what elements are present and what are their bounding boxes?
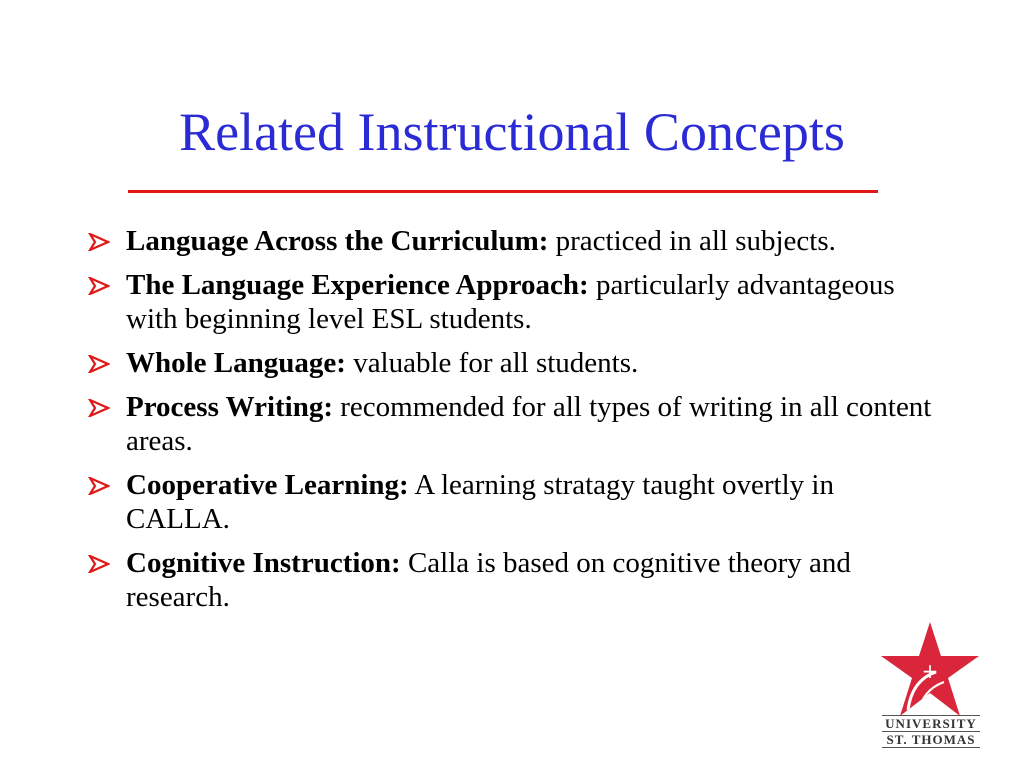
list-item	[88, 468, 938, 536]
arrow-chevron-icon	[88, 233, 110, 251]
arrow-chevron-icon	[88, 355, 110, 373]
arrow-chevron-icon	[88, 477, 110, 495]
title-underline	[128, 190, 878, 193]
logo-divider	[882, 747, 980, 748]
list-item	[88, 390, 938, 458]
list-item	[88, 346, 938, 380]
bullet-text: recommended for all types of writing in all content areas.	[126, 391, 932, 457]
arrow-chevron-icon	[88, 277, 110, 295]
bullet-term: Language Across the Curriculum:	[126, 225, 549, 257]
bullet-term: Cognitive Instruction:	[126, 547, 401, 579]
svg-text:+: +	[921, 659, 939, 683]
list-item	[88, 268, 938, 336]
logo-text-university: UNIVERSITY	[885, 716, 977, 731]
list-item	[88, 546, 938, 614]
bullet-term: Process Writing:	[126, 391, 334, 423]
bullet-term: The Language Experience Approach:	[126, 269, 589, 301]
university-logo	[876, 620, 986, 750]
list-item	[88, 224, 938, 258]
bullet-text: practiced in all subjects.	[548, 225, 836, 257]
arrow-chevron-icon	[88, 399, 110, 417]
bullet-term: Whole Language:	[126, 347, 346, 379]
bullet-text: Calla is based on cognitive theory and research.	[126, 547, 851, 613]
bullet-text: A learning stratagy taught overtly in CALLA.	[126, 469, 834, 535]
arrow-chevron-icon	[88, 555, 110, 573]
bullet-text: particularly advantageous with beginning level ESL students.	[126, 269, 895, 335]
university-star-logo-icon	[878, 620, 982, 720]
bullet-list	[88, 224, 938, 624]
bullet-term: Cooperative Learning:	[126, 469, 409, 501]
logo-text-st-thomas: ST. THOMAS	[886, 732, 976, 747]
slide-title: Related Instructional Concepts	[179, 102, 845, 162]
bullet-text: valuable for all students.	[345, 347, 639, 379]
